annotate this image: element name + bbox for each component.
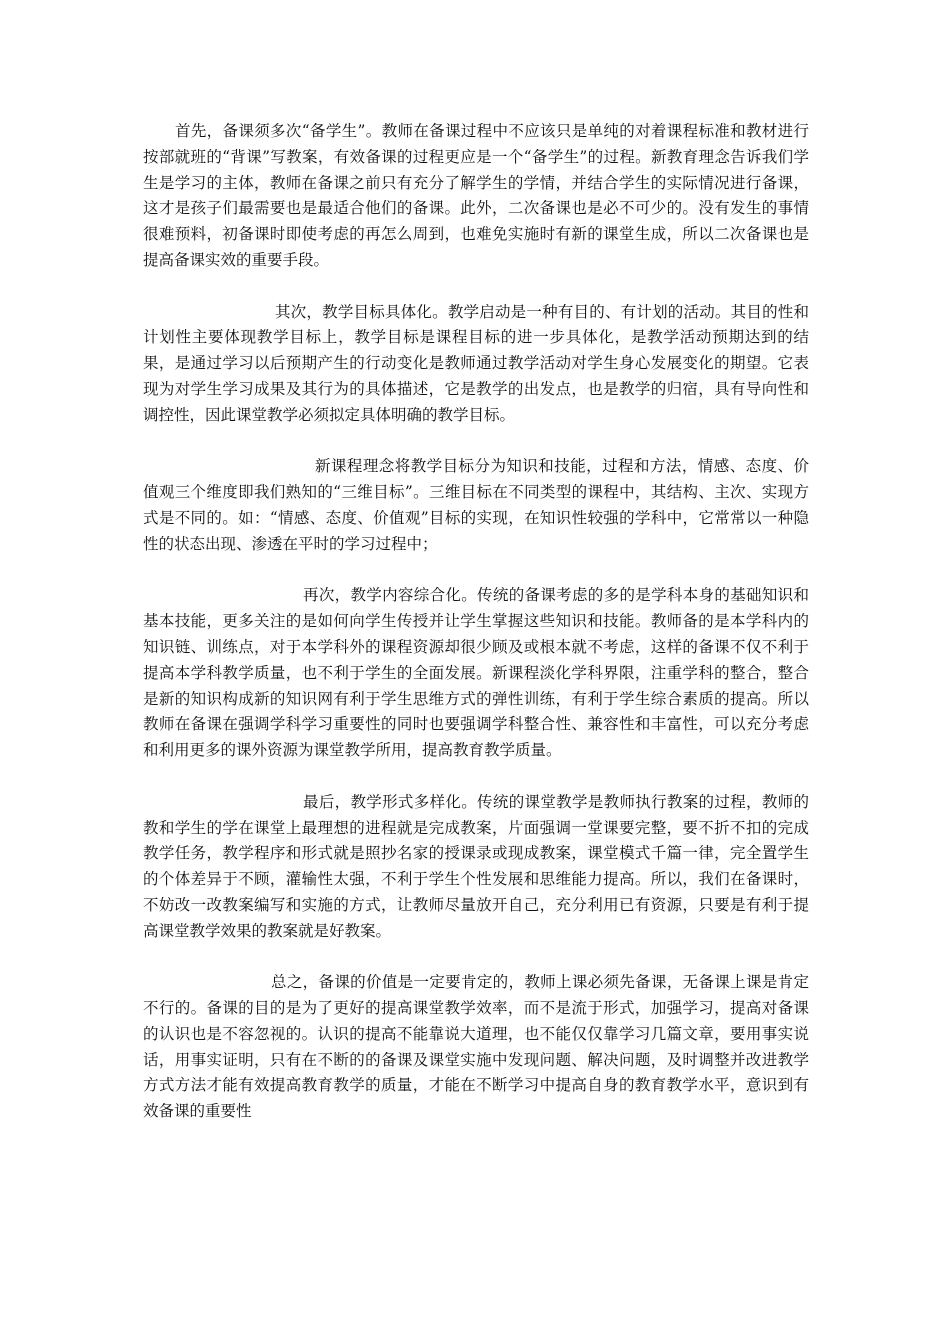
paragraph-integrated-content: 再次，教学内容综合化。传统的备课考虑的多的是学科本身的基础知识和基本技能，更多关注的是如何向学生传授并让学生掌握这些知识和技能。教师备的是本学科内的知识链、训练点，对于本学科外的课程资源却很少顾及或根本就不考虑，这样的备课不仅不利于提高本学科教学质量，也不利于学生的全面发展。新课程淡化学科界限，注重学科的整合，整合是新的知识构成新的知识网有利于学生思维方式的弹性训练，有利于学生综合素质的提高。所以教师在备课在强调学科学习重要性的同时也要强调学科整合性、兼容性和丰富性，可以充分考虑和利用更多的课外资源为课堂教学所用，提高教育教学质量。 — [143, 586, 809, 760]
paragraph-conclusion: 总之，备课的价值是一定要肯定的，教师上课必须先备课，无备课上课是肯定不行的。备课的目的是为了更好的提高课堂教学效率，而不是流于形式，加强学习，提高对备课的认识也是不容忽视的。认识的提高不能靠说大道理，也不能仅仅靠学习几篇文章，要用事实说话，用事实证明，只有在不断的的备课及课堂实施中发现问题、解决问题，及时调整并改进教学方式方法才能有效提高教育教学的质量，才能在不断学习中提高自身的教育教学水平，意识到有效备课的重要性 — [143, 973, 809, 1121]
paragraph-diverse-forms: 最后，教学形式多样化。传统的课堂教学是教师执行教案的过程，教师的教和学生的学在课堂上最理想的进程就是完成教案，片面强调一堂课要完整，要不折不扣的完成教学任务，教学程序和形式就是照抄名家的授课录或现成教案，课堂模式千篇一律，完全置学生的个体差异于不顾，灌输性太强，不利于学生个性发展和思维能力提高。所以，我们在备课时，不妨改一改教案编写和实施的方式，让教师尽量放开自己，充分利用已有资源，只要是有利于提高课堂教学效果的教案就是好教案。 — [143, 792, 809, 940]
paragraph-prepare-students: 首先，备课须多次“备学生”。教师在备课过程中不应该只是单纯的对着课程标准和教材进行按部就班的“背课”写教案，有效备课的过程更应是一个“备学生”的过程。新教育理念告诉我们学生是学习的主体，教师在备课之前只有充分了解学生的学情，并结合学生的实际情况进行备课，这才是孩子们最需要也是最适合他们的备课。此外，二次备课也是必不可少的。没有发生的事情很难预料，初备课时即使考虑的再怎么周到，也难免实施时有新的课堂生成，所以二次备课也是提高备课实效的重要手段。 — [143, 122, 809, 269]
paragraph-teaching-goals: 其次，教学目标具体化。教学启动是一种有目的、有计划的活动。其目的性和计划性主要体现教学目标上，教学目标是课程目标的进一步具体化，是教学活动预期达到的结果，是通过学习以后预期产生的行动变化是教师通过教学活动对学生身心发展变化的期望。它表现为对学生学习成果及其行为的具体描述，它是教学的出发点，也是教学的归宿，具有导向性和调控性，因此课堂教学必须拟定具体明确的教学目标。 — [143, 302, 809, 424]
paragraph-three-dimensional-goals: 新课程理念将教学目标分为知识和技能，过程和方法，情感、态度、价值观三个维度即我们熟知的“三维目标”。三维目标在不同类型的课程中，其结构、主次、实现方式是不同的。如：“情感、态度、价值观”目标的实现，在知识性较强的学科中，它常常以一种隐性的状态出现、渗透在平时的学习过程中； — [143, 457, 809, 553]
document-body — [143, 119, 809, 1151]
